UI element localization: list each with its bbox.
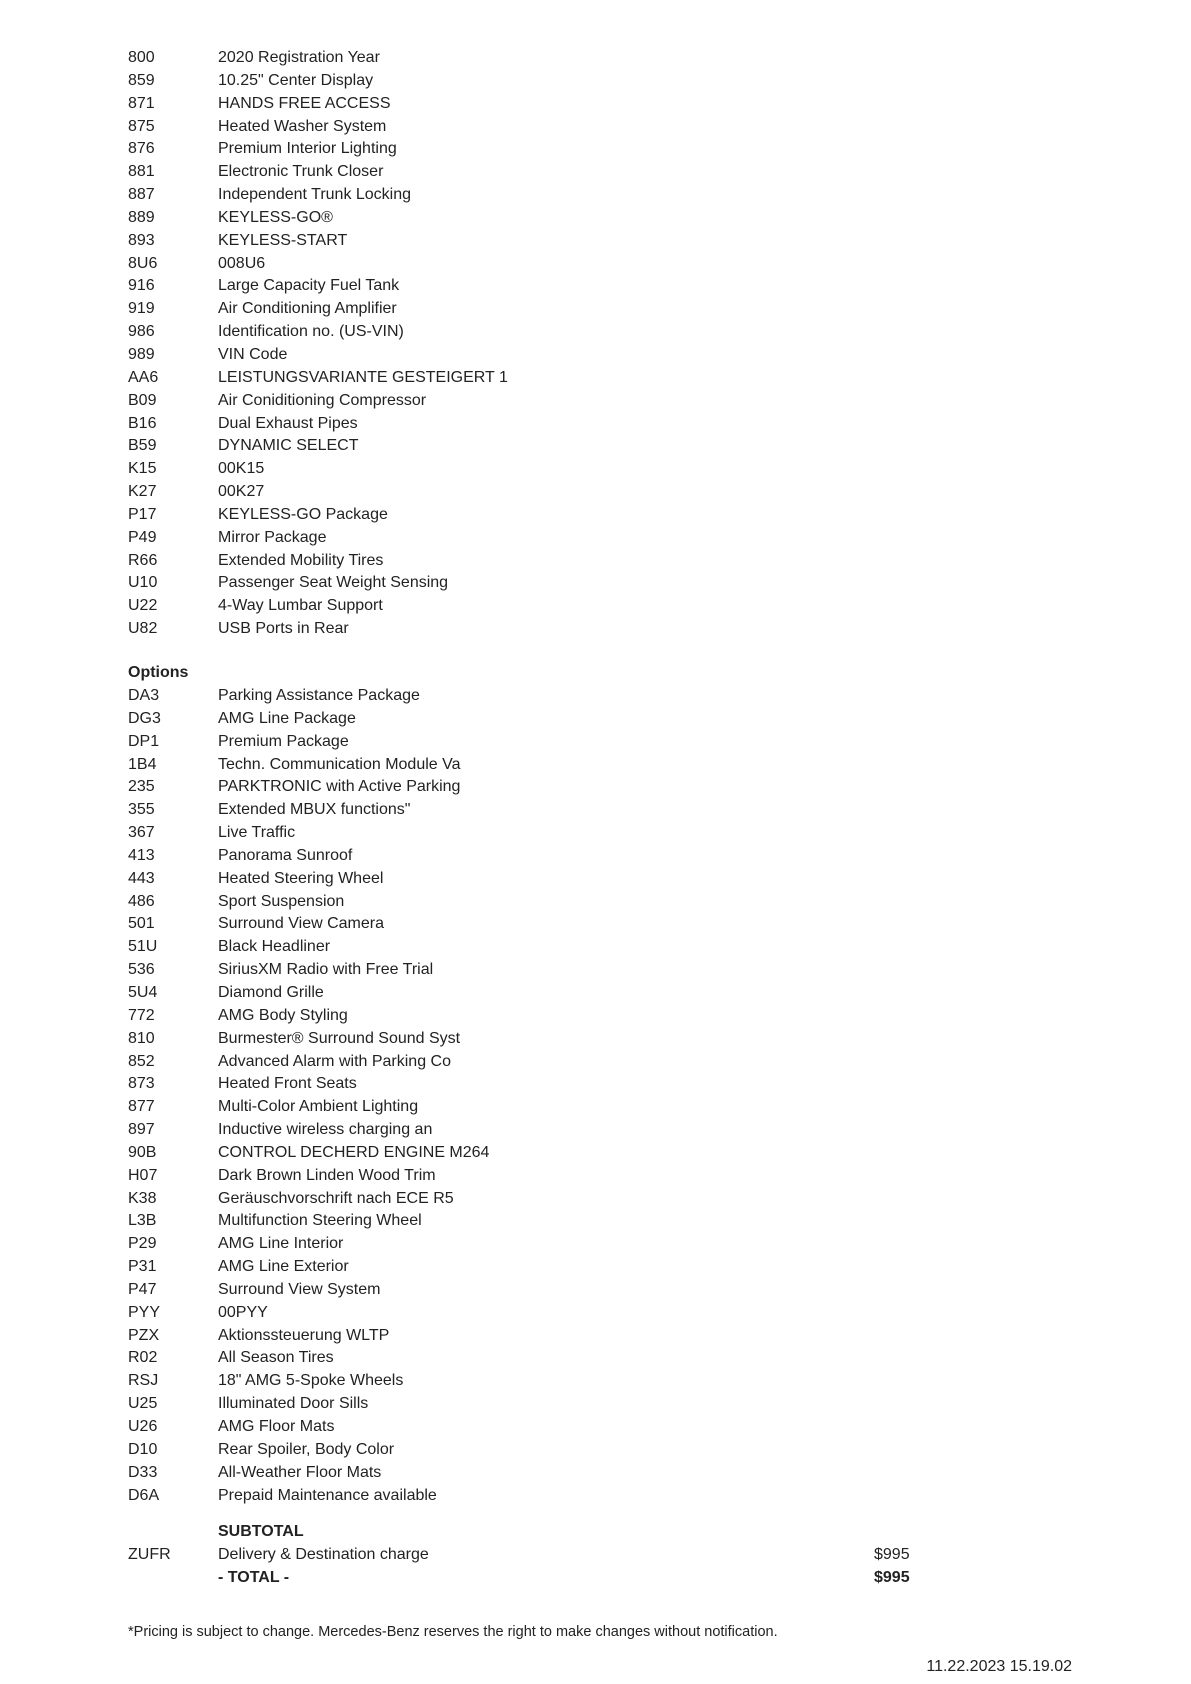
item-code: 859	[128, 71, 155, 89]
item-code: D33	[128, 1463, 158, 1481]
item-description: Multi-Color Ambient Lighting	[218, 1098, 419, 1116]
delivery-label: Delivery & Destination charge	[218, 1545, 429, 1563]
list-item	[128, 891, 928, 914]
list-item	[128, 936, 928, 959]
list-item	[128, 1165, 928, 1188]
item-description: Black Headliner	[218, 938, 331, 956]
list-item	[128, 550, 928, 573]
item-code: 852	[128, 1052, 155, 1070]
item-code: 51U	[128, 938, 158, 956]
item-description: PARKTRONIC with Active Parking	[218, 778, 461, 796]
pricing-footnote: *Pricing is subject to change. Mercedes-Benz reserves the right to make changes without notification.	[128, 1624, 778, 1640]
item-description: CONTROL DECHERD ENGINE M264	[218, 1143, 490, 1161]
list-item	[128, 618, 928, 641]
item-code: 810	[128, 1029, 155, 1047]
item-code: 486	[128, 892, 155, 910]
item-code: U82	[128, 620, 158, 638]
item-description: All-Weather Floor Mats	[218, 1463, 382, 1481]
item-code: 887	[128, 186, 155, 204]
list-item	[128, 481, 928, 504]
item-code: U22	[128, 597, 158, 615]
list-item	[128, 275, 928, 298]
item-description: Aktionssteuerung WLTP	[218, 1326, 390, 1344]
item-code: P31	[128, 1258, 157, 1276]
item-description: Air Coniditioning Compressor	[218, 391, 427, 409]
item-code: 876	[128, 140, 155, 158]
item-description: Heated Front Seats	[218, 1075, 357, 1093]
list-item	[128, 1188, 928, 1211]
item-description: Identification no. (US-VIN)	[218, 323, 404, 341]
item-description: VIN Code	[218, 345, 288, 363]
subtotal-label: SUBTOTAL	[218, 1523, 304, 1540]
list-item	[128, 1302, 928, 1325]
item-code: 916	[128, 277, 155, 295]
list-item	[128, 685, 928, 708]
list-item	[128, 504, 928, 527]
item-code: L3B	[128, 1212, 157, 1230]
summary-block	[128, 1521, 928, 1590]
item-description: Premium Package	[218, 732, 349, 750]
item-code: P47	[128, 1280, 157, 1298]
print-timestamp: 11.22.2023 15.19.02	[926, 1658, 1072, 1675]
item-code: 443	[128, 869, 155, 887]
item-code: 772	[128, 1006, 155, 1024]
list-item	[128, 230, 928, 253]
list-item	[128, 1485, 928, 1508]
item-description: Parking Assistance Package	[218, 687, 420, 704]
list-item	[128, 161, 928, 184]
list-item	[128, 1256, 928, 1279]
item-description: KEYLESS-GO Package	[218, 505, 388, 523]
item-description: Multifunction Steering Wheel	[218, 1212, 422, 1230]
item-code: K27	[128, 483, 157, 501]
list-item	[128, 1005, 928, 1028]
item-code: 919	[128, 300, 155, 318]
list-item	[128, 138, 928, 161]
item-code: 8U6	[128, 254, 158, 272]
item-description: DYNAMIC SELECT	[218, 437, 359, 455]
item-description: Rear Spoiler, Body Color	[218, 1440, 395, 1458]
item-code: PYY	[128, 1303, 161, 1321]
item-code: U25	[128, 1395, 158, 1413]
list-item	[128, 959, 928, 982]
list-item	[128, 1462, 928, 1485]
list-item	[128, 413, 928, 436]
item-code: B16	[128, 414, 157, 432]
list-item	[128, 207, 928, 230]
list-item	[128, 1028, 928, 1051]
list-item	[128, 731, 928, 754]
list-item	[128, 776, 928, 799]
item-code: 875	[128, 117, 155, 135]
item-description: Heated Washer System	[218, 117, 387, 135]
item-code: 893	[128, 231, 155, 249]
item-description: Heated Steering Wheel	[218, 869, 384, 887]
list-item	[128, 1370, 928, 1393]
item-code: 800	[128, 49, 155, 66]
options-heading: Options	[128, 664, 189, 681]
list-item	[128, 913, 928, 936]
item-code: K15	[128, 460, 157, 478]
subtotal-row	[128, 1521, 928, 1544]
list-item	[128, 754, 928, 777]
item-code: R02	[128, 1349, 158, 1367]
item-description: Premium Interior Lighting	[218, 140, 397, 158]
item-code: P17	[128, 505, 157, 523]
item-description: All Season Tires	[218, 1349, 334, 1367]
item-code: R66	[128, 551, 158, 569]
item-code: 536	[128, 961, 155, 979]
list-item	[128, 822, 928, 845]
item-code: 881	[128, 163, 155, 181]
item-description: Surround View Camera	[218, 915, 385, 933]
total-label: - TOTAL -	[218, 1568, 290, 1586]
item-description: Air Conditioning Amplifier	[218, 300, 397, 318]
list-item	[128, 70, 928, 93]
list-item	[128, 116, 928, 139]
list-item	[128, 435, 928, 458]
item-code: U10	[128, 574, 158, 592]
item-code: H07	[128, 1166, 158, 1184]
list-item	[128, 1119, 928, 1142]
item-code: U26	[128, 1418, 158, 1435]
item-code: AA6	[128, 368, 159, 386]
list-item	[128, 1347, 928, 1370]
total-price: $995	[874, 1568, 910, 1586]
item-description: Independent Trunk Locking	[218, 186, 412, 204]
list-item	[128, 1073, 928, 1096]
item-description: AMG Line Interior	[218, 1235, 344, 1253]
list-item	[128, 799, 928, 822]
item-description: 00K15	[218, 460, 265, 478]
item-code: 986	[128, 323, 155, 341]
list-item	[128, 344, 928, 367]
item-code: DP1	[128, 732, 160, 750]
item-description: Electronic Trunk Closer	[218, 163, 384, 181]
item-description: Passenger Seat Weight Sensing	[218, 574, 449, 592]
item-code: 501	[128, 915, 155, 933]
item-description: Dual Exhaust Pipes	[218, 414, 358, 432]
item-description: AMG Body Styling	[218, 1006, 348, 1024]
item-description: Sport Suspension	[218, 892, 345, 910]
list-item	[128, 595, 928, 618]
item-code: P29	[128, 1235, 157, 1253]
item-description: 008U6	[218, 254, 266, 272]
item-code: 413	[128, 846, 155, 864]
list-item	[128, 1233, 928, 1256]
item-code: P49	[128, 528, 157, 546]
list-item	[128, 845, 928, 868]
item-code: B59	[128, 437, 157, 455]
item-description: Diamond Grille	[218, 983, 324, 1001]
item-description: Prepaid Maintenance available	[218, 1486, 437, 1504]
delivery-row	[128, 1544, 928, 1567]
item-description: KEYLESS-GO®	[218, 208, 333, 226]
item-code: 989	[128, 345, 155, 363]
options-list	[128, 685, 928, 1507]
list-item	[128, 1096, 928, 1119]
list-item	[128, 1325, 928, 1348]
delivery-price: $995	[874, 1545, 910, 1563]
list-item	[128, 184, 928, 207]
list-item	[128, 1279, 928, 1302]
total-row	[128, 1567, 928, 1590]
item-description: 18" AMG 5-Spoke Wheels	[218, 1372, 404, 1390]
item-description: SiriusXM Radio with Free Trial	[218, 961, 434, 979]
item-description: 10.25" Center Display	[218, 71, 374, 89]
item-code: RSJ	[128, 1372, 159, 1390]
item-description: Extended MBUX functions"	[218, 801, 411, 819]
item-description: Inductive wireless charging an	[218, 1121, 433, 1139]
list-item	[128, 390, 928, 413]
item-code: K38	[128, 1189, 157, 1207]
item-description: KEYLESS-START	[218, 231, 348, 249]
item-description: Live Traffic	[218, 824, 296, 842]
list-item	[128, 708, 928, 731]
item-code: DG3	[128, 709, 161, 727]
item-code: D10	[128, 1440, 158, 1458]
standard-equipment-list	[128, 47, 928, 641]
item-code: 355	[128, 801, 155, 819]
list-item	[128, 1416, 928, 1439]
item-description: HANDS FREE ACCESS	[218, 94, 391, 112]
item-description: 4-Way Lumbar Support	[218, 597, 383, 615]
item-description: Illuminated Door Sills	[218, 1395, 369, 1413]
item-description: Panorama Sunroof	[218, 846, 353, 864]
item-description: AMG Floor Mats	[218, 1418, 335, 1435]
item-code: B09	[128, 391, 157, 409]
item-code: 367	[128, 824, 155, 842]
item-description: 00PYY	[218, 1303, 268, 1321]
item-description: Burmester® Surround Sound Syst	[218, 1029, 461, 1047]
list-item	[128, 93, 928, 116]
delivery-code: ZUFR	[128, 1545, 171, 1563]
item-code: 897	[128, 1121, 155, 1139]
item-code: PZX	[128, 1326, 160, 1344]
item-description: 00K27	[218, 483, 265, 501]
item-description: Surround View System	[218, 1280, 381, 1298]
list-item	[128, 298, 928, 321]
item-description: 2020 Registration Year	[218, 49, 380, 66]
item-description: Techn. Communication Module Va	[218, 755, 461, 773]
list-item	[128, 1142, 928, 1165]
list-item	[128, 982, 928, 1005]
item-code: 1B4	[128, 755, 157, 773]
item-code: 877	[128, 1098, 155, 1116]
item-description: USB Ports in Rear	[218, 620, 349, 638]
item-description: AMG Line Package	[218, 709, 356, 727]
item-description: Advanced Alarm with Parking Co	[218, 1052, 451, 1070]
item-description: AMG Line Exterior	[218, 1258, 349, 1276]
item-code: 889	[128, 208, 155, 226]
item-description: Geräuschvorschrift nach ECE R5	[218, 1189, 454, 1207]
list-item	[128, 321, 928, 344]
list-item	[128, 572, 928, 595]
item-code: 871	[128, 94, 155, 112]
list-item	[128, 47, 928, 70]
list-item	[128, 1439, 928, 1462]
list-item	[128, 458, 928, 481]
item-code: DA3	[128, 687, 160, 704]
list-item	[128, 367, 928, 390]
list-item	[128, 1051, 928, 1074]
item-description: Dark Brown Linden Wood Trim	[218, 1166, 436, 1184]
item-description: Extended Mobility Tires	[218, 551, 384, 569]
list-item	[128, 1210, 928, 1233]
item-code: 90B	[128, 1143, 157, 1161]
item-code: D6A	[128, 1486, 160, 1504]
item-code: 235	[128, 778, 155, 796]
item-code: 873	[128, 1075, 155, 1093]
item-description: Mirror Package	[218, 528, 327, 546]
item-description: LEISTUNGSVARIANTE GESTEIGERT 1	[218, 368, 508, 386]
list-item	[128, 527, 928, 550]
item-code: 5U4	[128, 983, 158, 1001]
list-item	[128, 868, 928, 891]
list-item	[128, 253, 928, 276]
item-description: Large Capacity Fuel Tank	[218, 277, 400, 295]
list-item	[128, 1393, 928, 1416]
